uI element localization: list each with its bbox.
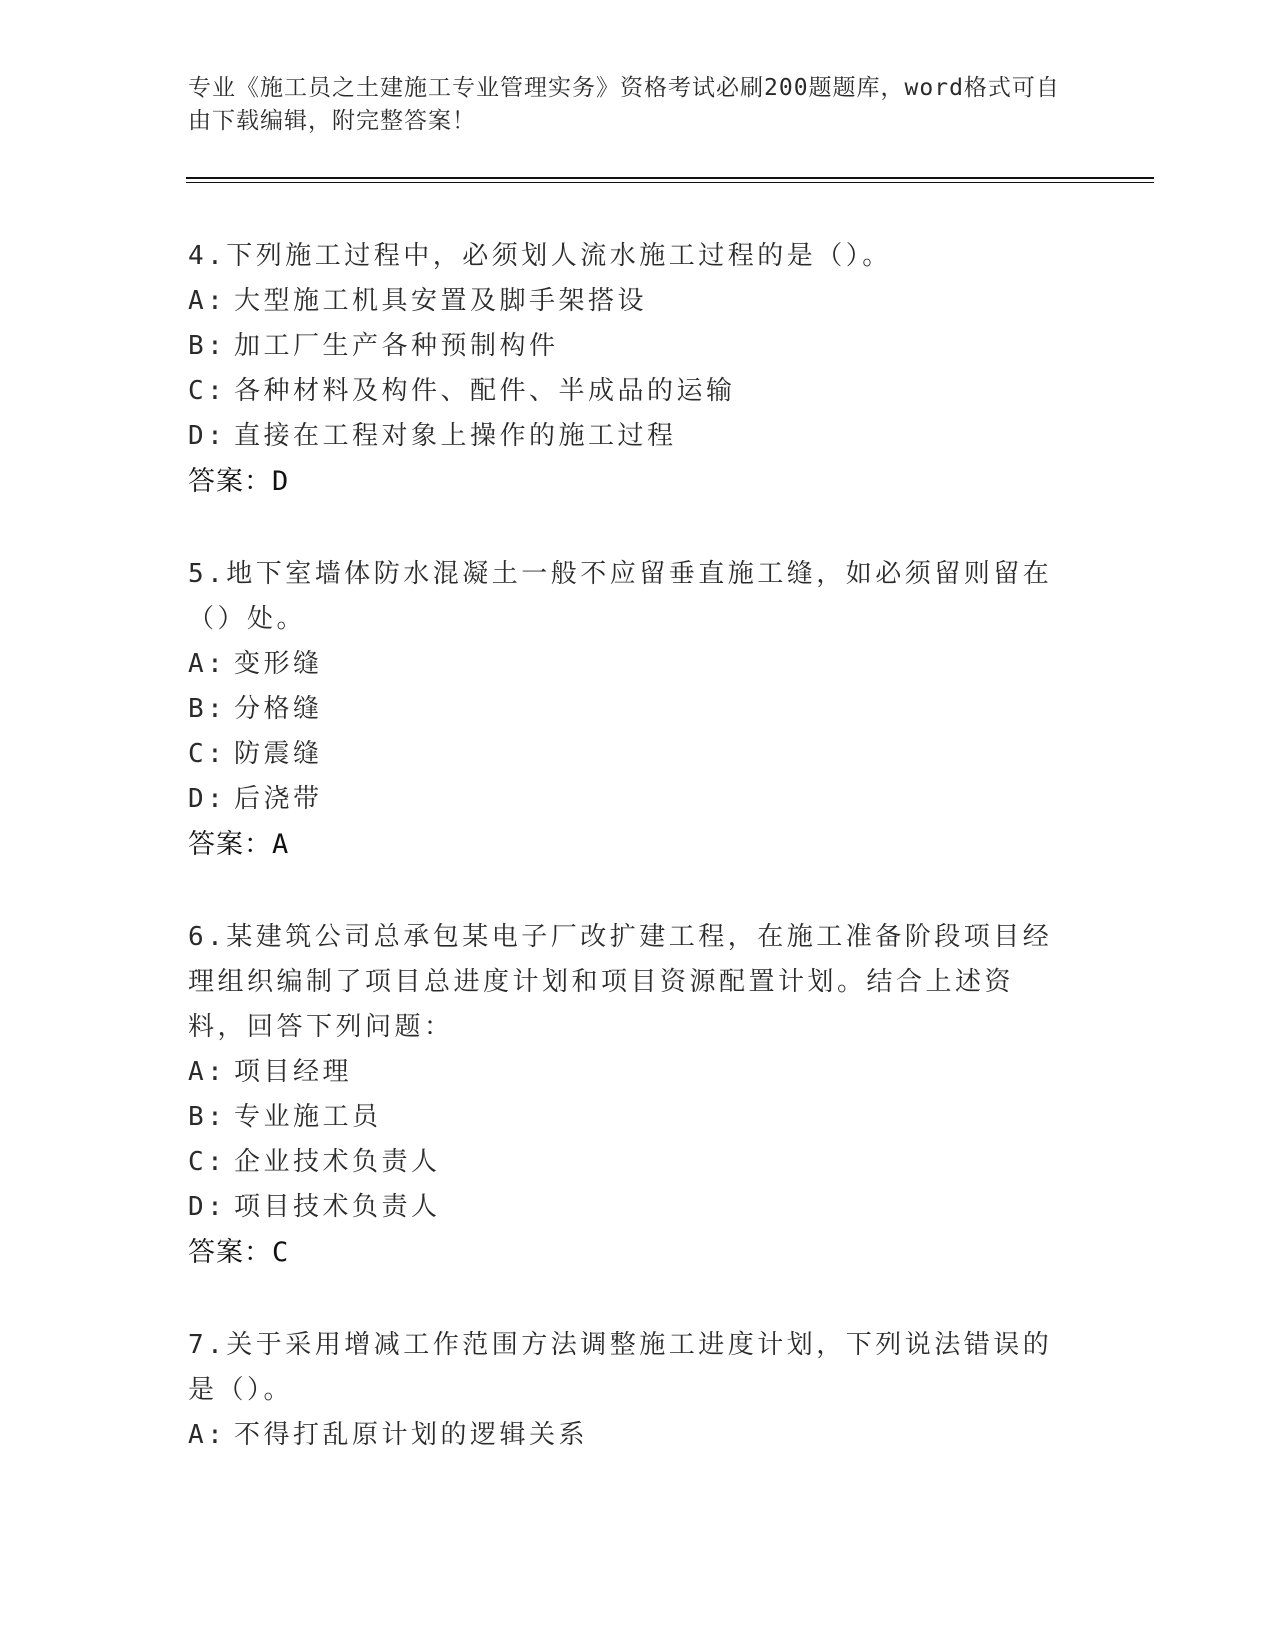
option-key: D:: [188, 421, 227, 451]
option-key: B:: [188, 1102, 227, 1132]
option-text: 大型施工机具安置及脚手架搭设: [234, 286, 648, 316]
option-a: [188, 1050, 1068, 1095]
option-key: A:: [188, 1057, 227, 1087]
option-key: A:: [188, 649, 227, 679]
option-key: A:: [188, 1420, 227, 1450]
answer-line: 答案：C: [188, 1237, 290, 1268]
option-key: D:: [188, 1192, 227, 1222]
option-c: [188, 1140, 1068, 1185]
option-key: D:: [188, 784, 227, 814]
question-7: [188, 1323, 1068, 1458]
question-4: [188, 234, 1068, 504]
option-key: A:: [188, 286, 227, 316]
option-text: 各种材料及构件、配件、半成品的运输: [234, 376, 736, 406]
option-text: 专业施工员: [234, 1102, 382, 1132]
question-list: [188, 234, 1068, 1506]
document-header: 专业《施工员之土建施工专业管理实务》资格考试必刷200题题库，word格式可自由下载编辑，附完整答案！: [188, 75, 1060, 134]
question-stem: 7.关于采用增减工作范围方法调整施工进度计划，下列说法错误的是（）。: [188, 1330, 1053, 1405]
header-divider-thin: [186, 182, 1154, 183]
option-text: 后浇带: [234, 784, 323, 814]
option-a: [188, 642, 1068, 687]
option-b: [188, 1095, 1068, 1140]
question-stem: 6.某建筑公司总承包某电子厂改扩建工程，在施工准备阶段项目经理组织编制了项目总进度计划和项目资源配置计划。结合上述资料，回答下列问题：: [188, 922, 1053, 1042]
option-text: 项目经理: [234, 1057, 353, 1087]
answer-line: 答案：A: [188, 829, 290, 860]
option-key: B:: [188, 694, 227, 724]
option-key: C:: [188, 376, 227, 406]
option-text: 分格缝: [234, 694, 323, 724]
question-stem: 4.下列施工过程中，必须划人流水施工过程的是（）。: [188, 241, 892, 271]
option-text: 加工厂生产各种预制构件: [234, 331, 559, 361]
question-stem: 5.地下室墙体防水混凝土一般不应留垂直施工缝，如必须留则留在（）处。: [188, 559, 1053, 634]
header-divider: [186, 177, 1154, 179]
option-text: 变形缝: [234, 649, 323, 679]
option-b: [188, 687, 1068, 732]
option-d: [188, 414, 1068, 459]
option-text: 项目技术负责人: [234, 1192, 441, 1222]
option-d: [188, 777, 1068, 822]
option-a: [188, 279, 1068, 324]
option-a: [188, 1413, 1068, 1458]
answer-line: 答案：D: [188, 466, 290, 497]
option-text: 不得打乱原计划的逻辑关系: [234, 1420, 589, 1450]
option-key: C:: [188, 739, 227, 769]
option-key: B:: [188, 331, 227, 361]
option-text: 企业技术负责人: [234, 1147, 441, 1177]
option-c: [188, 732, 1068, 777]
option-text: 直接在工程对象上操作的施工过程: [234, 421, 677, 451]
question-5: [188, 552, 1068, 867]
option-text: 防震缝: [234, 739, 323, 769]
option-d: [188, 1185, 1068, 1230]
option-key: C:: [188, 1147, 227, 1177]
option-b: [188, 324, 1068, 369]
question-6: [188, 915, 1068, 1275]
option-c: [188, 369, 1068, 414]
